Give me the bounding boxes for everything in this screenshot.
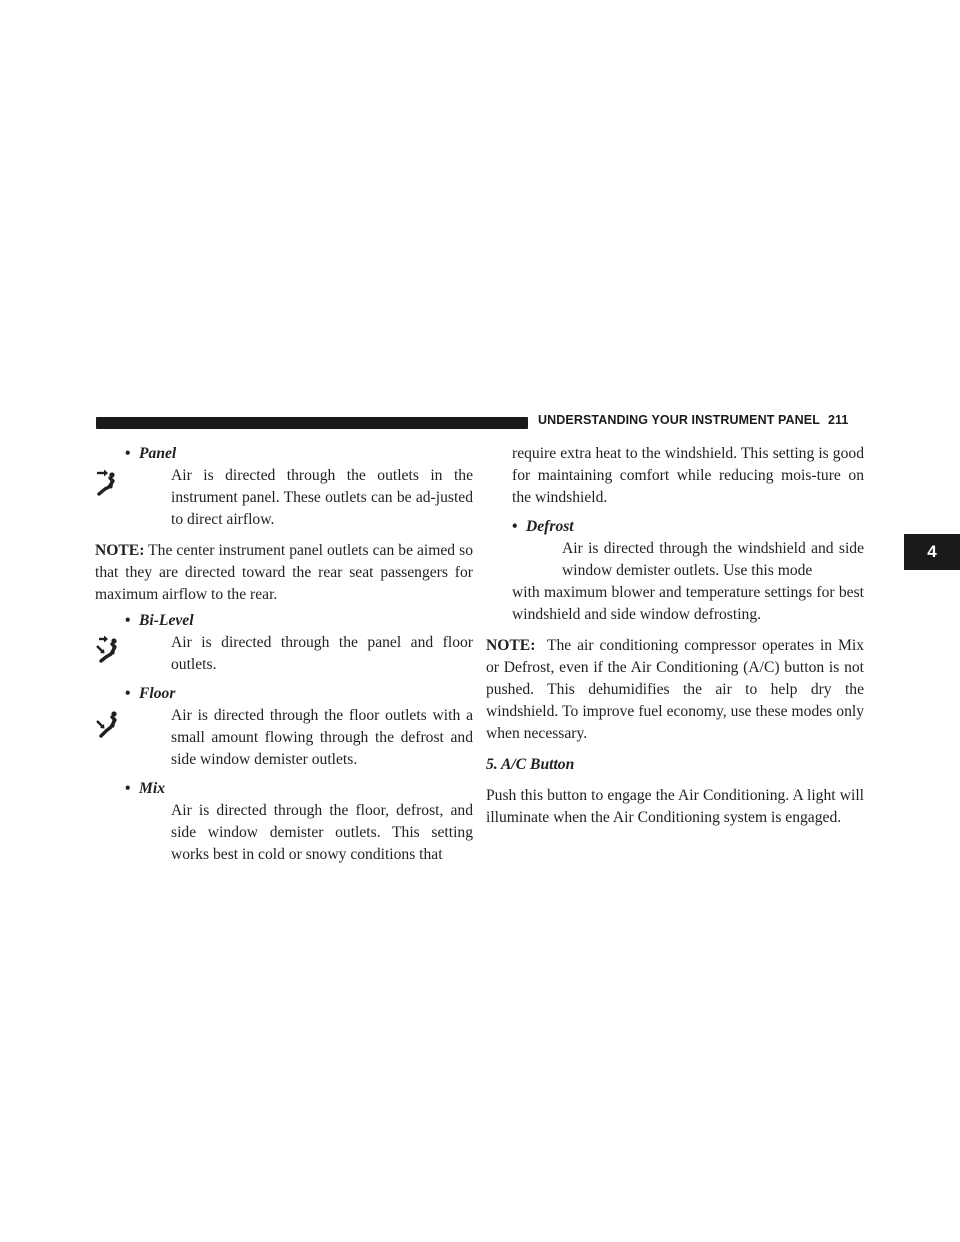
defrost-mode-description-rest: with maximum blower and temperature settings for best windshield and side window defrosting. [512, 584, 864, 623]
note-label: NOTE: [95, 542, 145, 559]
defrost-mode [486, 516, 864, 626]
defrost-mode-description: Air is directed through the windshield and side window demister outlets. Use this mode [562, 540, 864, 579]
floor-mode-icon [95, 709, 125, 739]
bullet: • [125, 780, 131, 797]
bullet: • [512, 518, 518, 535]
header-rule [96, 417, 528, 429]
mix-mode-title: • Mix [95, 778, 473, 800]
panel-mode [95, 443, 473, 531]
defrost-mode-title: • Defrost [486, 516, 864, 538]
right-column [486, 443, 868, 829]
running-header [538, 413, 848, 427]
bilevel-mode-title: • Bi-Level [95, 610, 473, 632]
mix-mode-description-continued: require extra heat to the windshield. This setting is good for maintaining comfort while reducing mois-ture on the windshield. [512, 445, 864, 506]
note-compressor [486, 635, 868, 745]
chapter-tab: 4 [904, 534, 960, 570]
section-heading-ac-button: 5. A/C Button [486, 756, 575, 773]
panel-mode-description: Air is directed through the outlets in the instrument panel. These outlets can be ad-justed to direct airflow. [171, 467, 473, 528]
bullet: • [125, 685, 131, 702]
floor-mode [95, 683, 473, 771]
left-column [95, 443, 473, 866]
page-number: 211 [827, 413, 849, 427]
floor-mode-description: Air is directed through the floor outlets with a small amount flowing through the defrost and side window demister outlets. [171, 707, 473, 768]
mix-mode [95, 778, 473, 866]
note-label: NOTE: [486, 637, 536, 654]
header-title: UNDERSTANDING YOUR INSTRUMENT PANEL [538, 413, 820, 427]
bilevel-mode [95, 610, 473, 676]
note-text: The air conditioning compressor operates in Mix or Defrost, even if the Air Conditioning (A/C) button is not pushed. This dehumidifies the air to help dry the windshield. To improve fuel economy, use these modes only when necessary. [486, 637, 868, 742]
bullet: • [125, 612, 131, 629]
panel-mode-title: • Panel [95, 443, 473, 465]
panel-mode-icon [95, 467, 125, 497]
bilevel-mode-icon [95, 634, 125, 664]
bullet: • [125, 445, 131, 462]
bilevel-mode-description: Air is directed through the panel and floor outlets. [171, 634, 473, 673]
ac-button-paragraph: Push this button to engage the Air Conditioning. A light will illuminate when the Air Conditioning system is engaged. [486, 787, 864, 826]
note-outlets [95, 540, 473, 606]
note-text: The center instrument panel outlets can be aimed so that they are directed toward the rear seat passengers for maximum airflow to the rear. [95, 542, 473, 603]
mix-mode-description: Air is directed through the floor, defrost, and side window demister outlets. This setting works best in cold or snowy conditions that [171, 802, 473, 863]
floor-mode-title: • Floor [95, 683, 473, 705]
